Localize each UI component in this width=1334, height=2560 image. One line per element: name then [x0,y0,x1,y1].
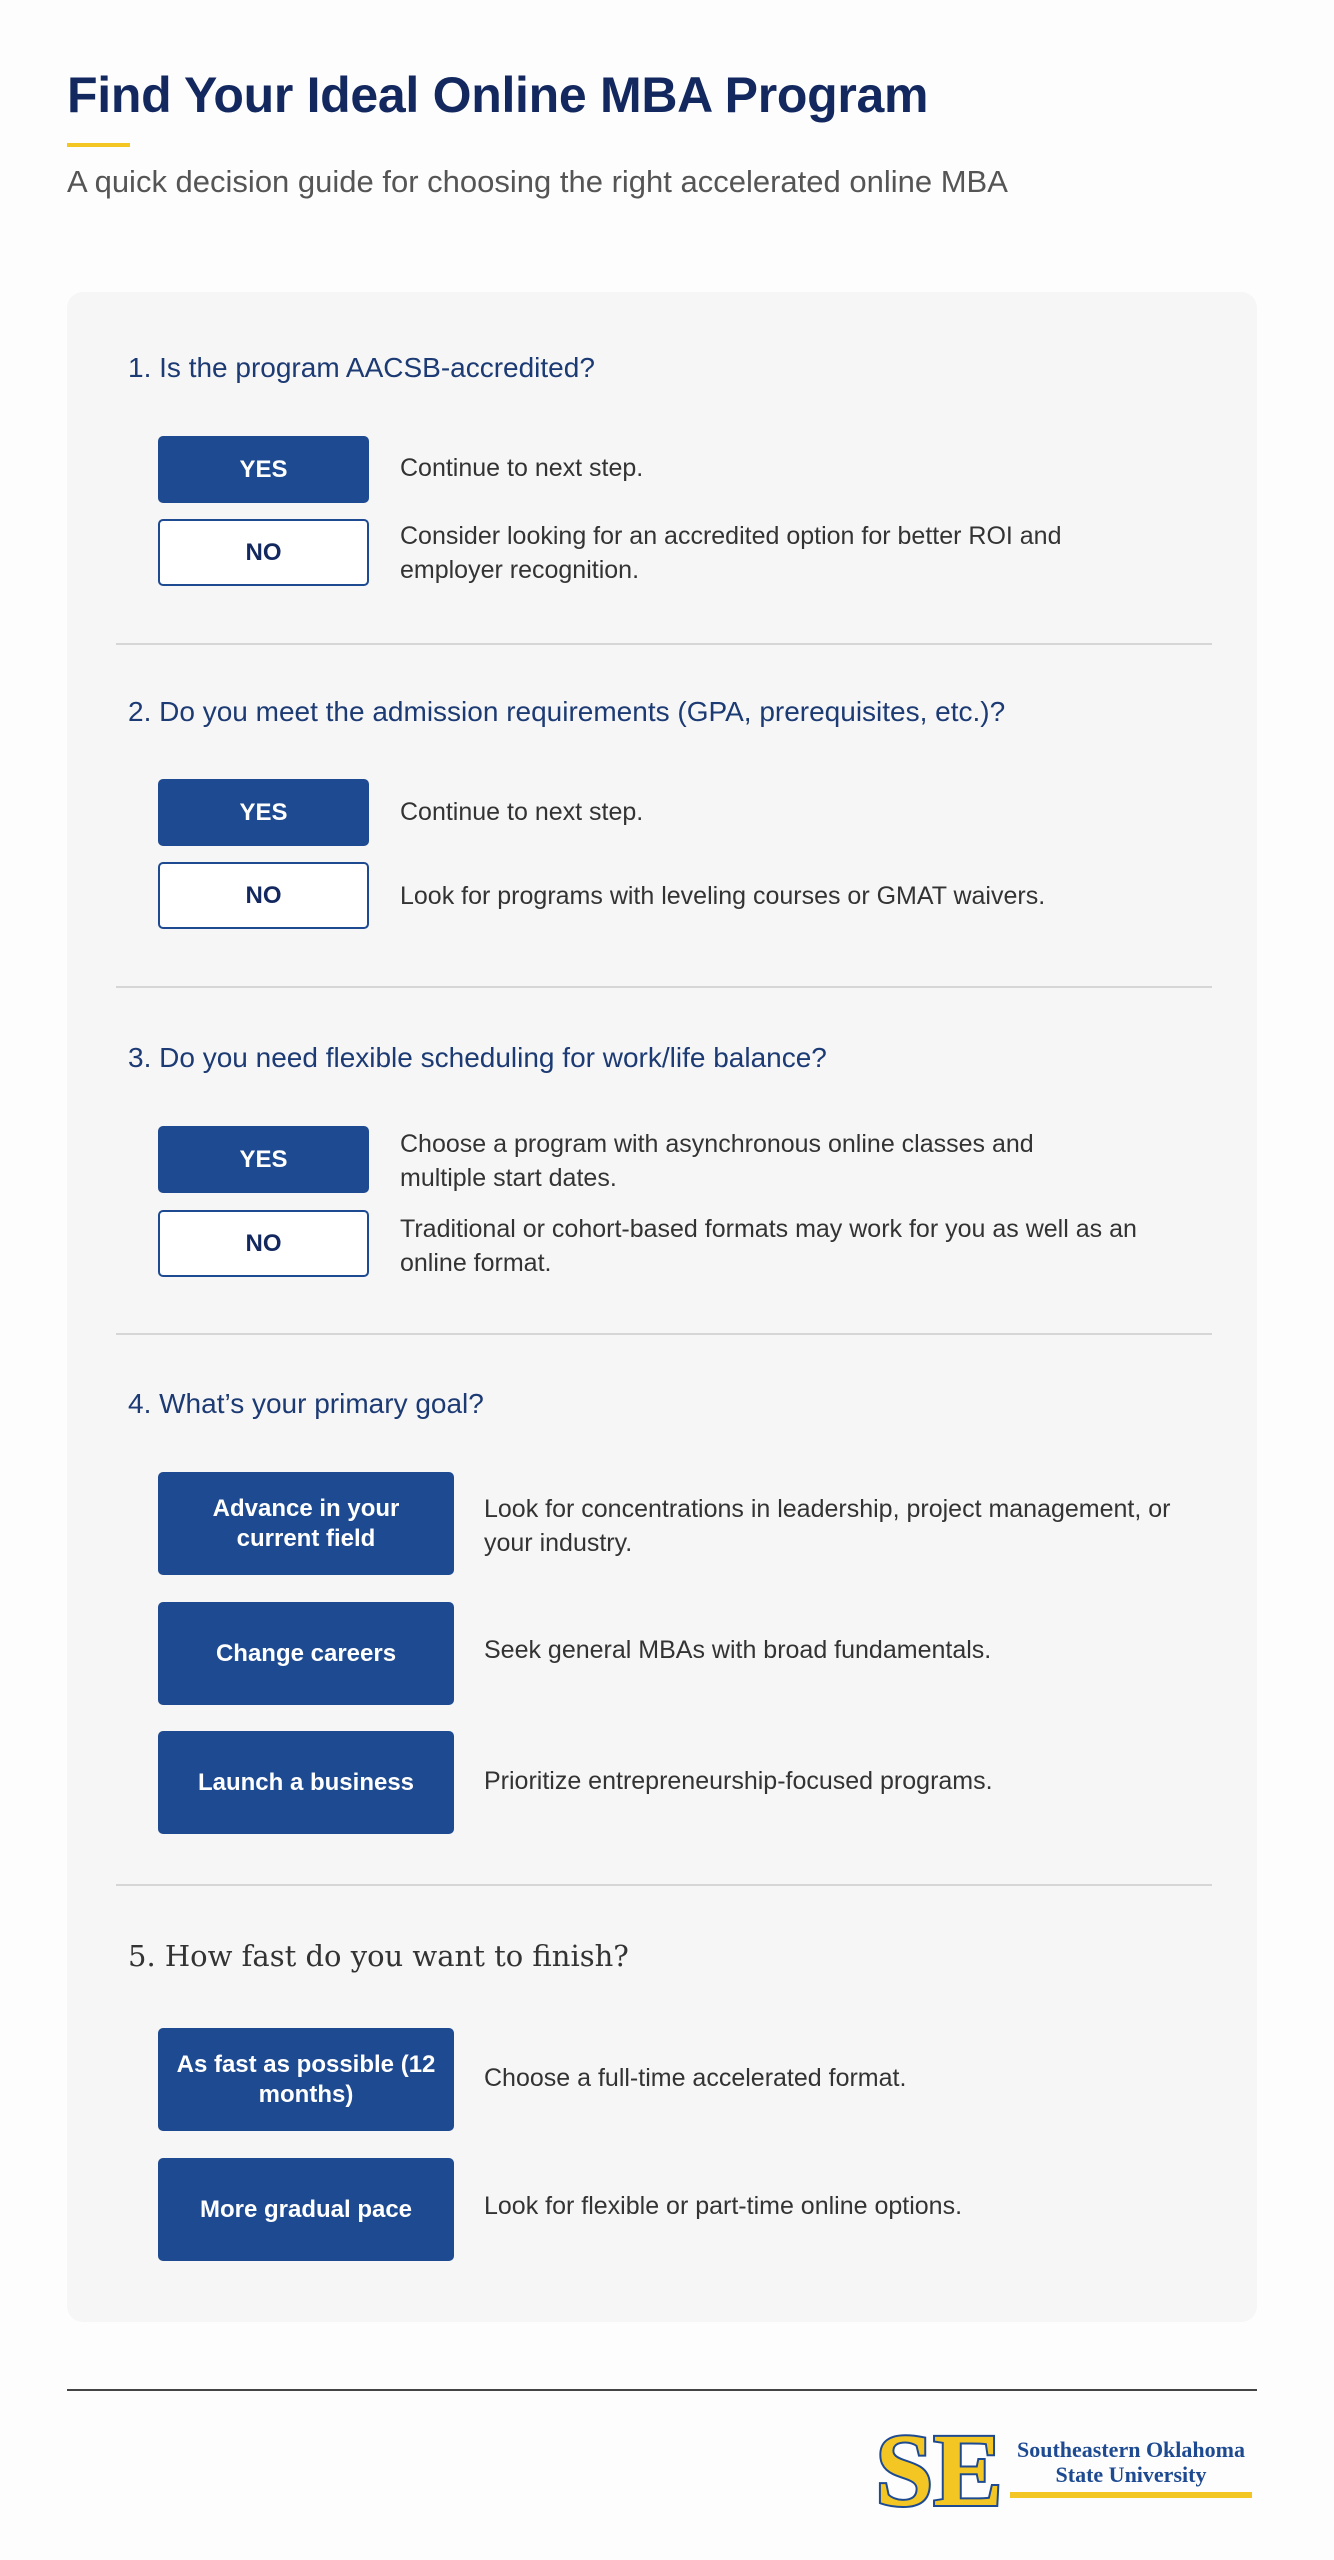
q3-yes-description: Choose a program with asynchronous online classes and multiple start dates. [400,1130,1034,1192]
q3-no-description: Traditional or cohort-based formats may work for you as well as an online format. [400,1215,1137,1277]
q2-yes-button[interactable]: YES [158,779,369,846]
footer-divider [67,2389,1257,2391]
q3-yes-button[interactable]: YES [158,1126,369,1193]
section-divider [116,643,1212,645]
question-2: 2. Do you meet the admission requirements (GPA, prerequisites, etc.)? [128,696,1006,727]
q2-no-description: Look for programs with leveling courses or GMAT waivers. [400,882,1046,910]
logo-monogram: SE [875,2415,1003,2525]
q2-no-button[interactable]: NO [158,862,369,929]
decision-guide-card [67,292,1257,2322]
q4-change-careers-button[interactable]: Change careers [158,1602,454,1705]
q4-advance-field-button[interactable]: Advance in your current field [158,1472,454,1575]
question-5: 5. How fast do you want to finish? [128,1939,629,1973]
q2-yes-description: Continue to next step. [400,798,644,826]
page-subtitle: A quick decision guide for choosing the right accelerated online MBA [67,164,1008,199]
question-3: 3. Do you need flexible scheduling for work/life balance? [128,1042,827,1073]
q5-fastest-button[interactable]: As fast as possible (12 months) [158,2028,454,2131]
q4-change-careers-description: Seek general MBAs with broad fundamentals. [484,1636,992,1664]
q3-no-button[interactable]: NO [158,1210,369,1277]
question-1: 1. Is the program AACSB-accredited? [128,352,595,383]
q5-fastest-description: Choose a full-time accelerated format. [484,2064,907,2092]
page-title: Find Your Ideal Online MBA Program [67,67,929,123]
section-divider [116,986,1212,988]
university-name [1010,2437,1252,2487]
q1-no-button[interactable]: NO [158,519,369,586]
section-divider [116,1884,1212,1886]
question-4: 4. What’s your primary goal? [128,1388,484,1419]
section-divider [116,1333,1212,1335]
q4-advance-field-description: Look for concentrations in leadership, project management, or your industry. [484,1495,1171,1557]
logo-accent-bar [1010,2492,1252,2498]
q5-gradual-description: Look for flexible or part-time online options. [484,2192,963,2220]
q4-launch-business-description: Prioritize entrepreneurship-focused programs. [484,1767,993,1795]
university-name-line-1: Southeastern Oklahoma [1017,2437,1245,2462]
university-name-line-2: State University [1055,2462,1207,2487]
q5-gradual-button[interactable]: More gradual pace [158,2158,454,2261]
title-accent-underline [67,143,130,147]
q1-no-description: Consider looking for an accredited option for better ROI and employer recognition. [400,522,1062,584]
q1-yes-description: Continue to next step. [400,454,644,482]
q4-launch-business-button[interactable]: Launch a business [158,1731,454,1834]
university-logo [872,2415,1007,2525]
q1-yes-button[interactable]: YES [158,436,369,503]
